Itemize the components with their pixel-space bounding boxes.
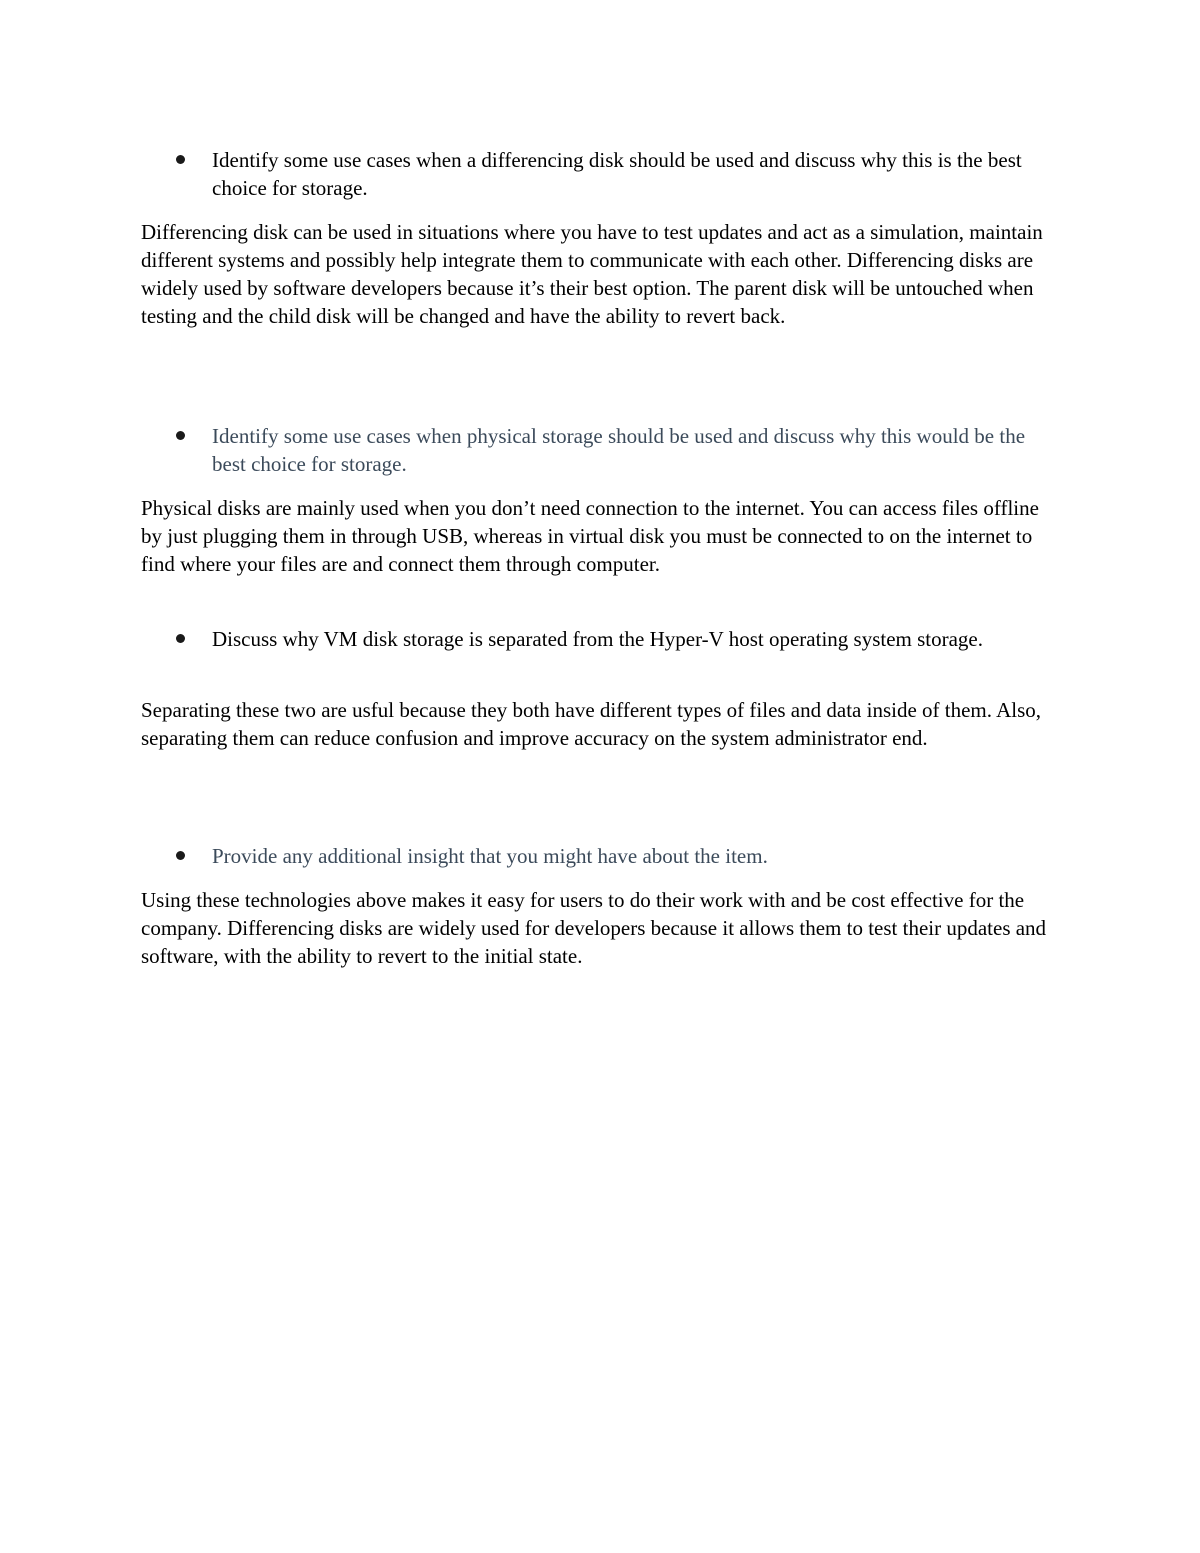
answer-1: Differencing disk can be used in situations where you have to test updates and act as a simulation, maintain different systems and possibly help integrate them to communicate with each other. Differencing disks are widely used by software developers because it’s their best option. The parent disk will be untouched when testing and the child disk will be changed and have the ability to revert back. (141, 220, 1043, 328)
answer-3: Separating these two are usful because they both have different types of files and data inside of them. Also, separating them can reduce confusion and improve accuracy on the system administrator end. (141, 698, 1042, 750)
question-text: Provide any additional insight that you might have about the item. (212, 844, 768, 868)
question-text: Identify some use cases when physical storage should be used and discuss why this would be the best choice for storage. (212, 424, 1026, 476)
question-4 (0, 842, 1200, 870)
question-text: Discuss why VM disk storage is separated from the Hyper-V host operating system storage. (212, 627, 984, 651)
question-2 (0, 422, 1200, 478)
bullet-icon (176, 634, 185, 643)
bullet-icon (176, 155, 185, 164)
answer-2: Physical disks are mainly used when you don’t need connection to the internet. You can access files offline by just plugging them in through USB, whereas in virtual disk you must be connected to on the internet to find where your files are and connect them through computer. (141, 496, 1039, 576)
question-1 (0, 146, 1200, 202)
bullet-icon (176, 431, 185, 440)
question-text: Identify some use cases when a differencing disk should be used and discuss why this is the best choice for storage. (212, 148, 1022, 200)
bullet-icon (176, 851, 185, 860)
question-3 (0, 625, 1200, 653)
answer-4: Using these technologies above makes it easy for users to do their work with and be cost effective for the company. Differencing disks are widely used for developers because it allows them to test their updates and software, with the ability to revert to the initial state. (141, 888, 1047, 968)
